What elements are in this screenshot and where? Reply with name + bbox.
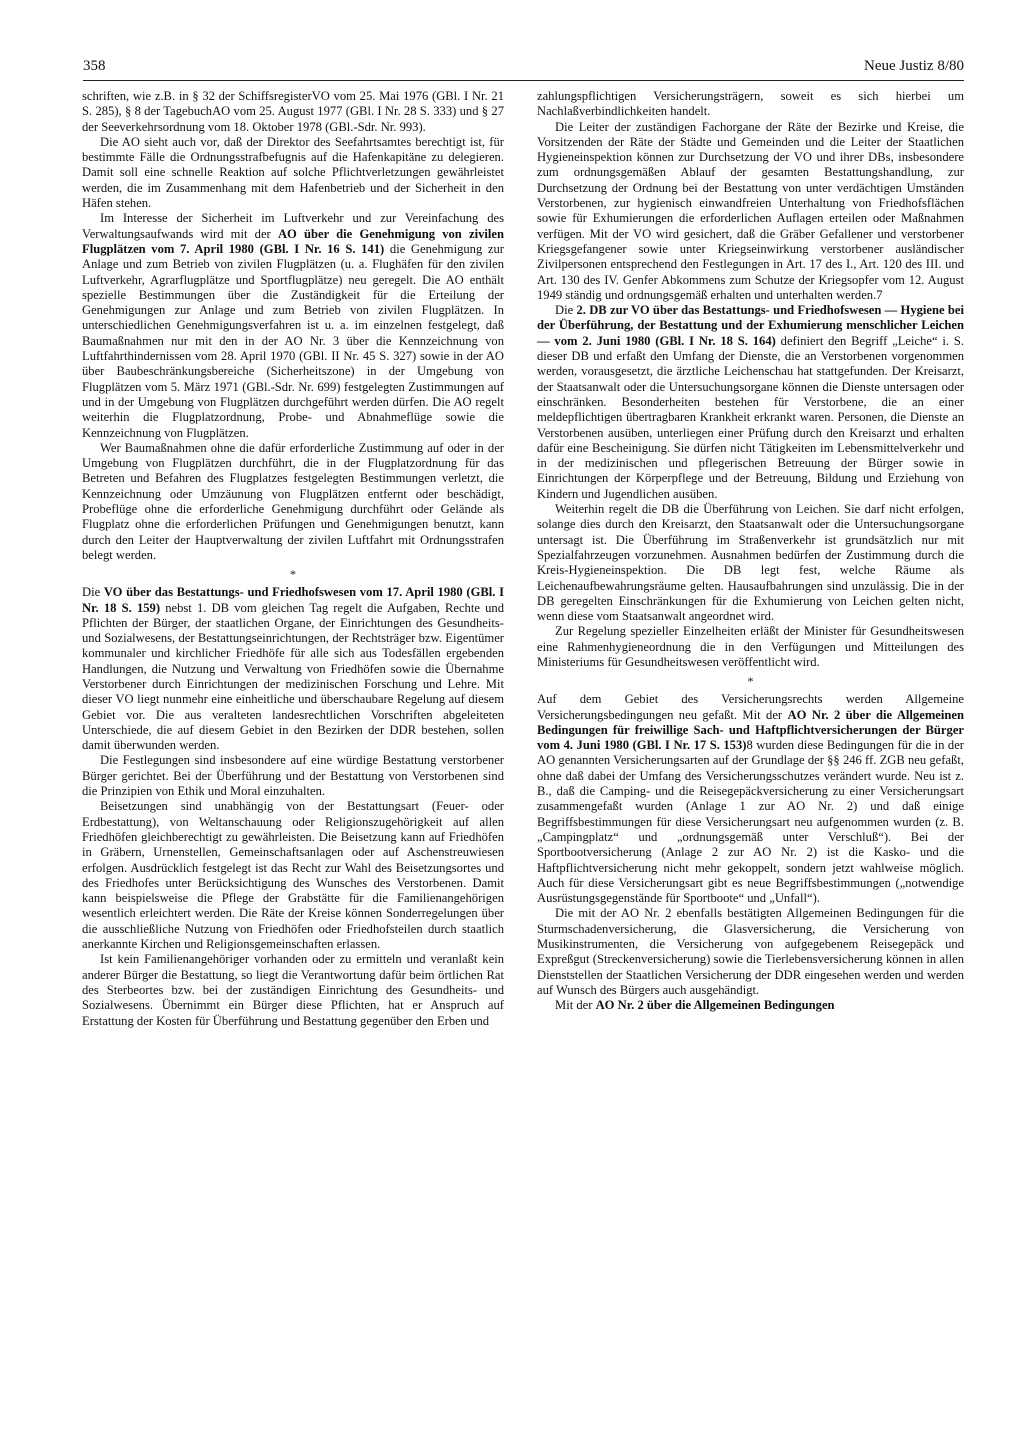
text-run: Die — [555, 303, 577, 318]
page-header — [83, 58, 964, 78]
header-rule — [83, 80, 964, 81]
paragraph: Zur Regelung spezieller Einzelheiten erläßt der Minister für Gesundheitswesen eine Rahmenhygieneordnung die in den Verfügungen und Mitteilungen des Ministeriums für Gesundheitswesen veröffentlicht wird. — [537, 624, 964, 669]
text-run: 8 wurden diese Bedingungen für die in der AO genannten Versicherungsarten auf der Grundlage der §§ 246 ff. ZGB neu gefaßt, ohne daß dabei der Umfang des Versicherungsschutzes verändert wurde. Neu ist z. B., daß die Camping- und die Reisegepäckversicherung zu einer Versicherungsart zusammengefaßt wurden (Anlage 1 zur AO Nr. 2) und daß einige Begriffsbestimmungen für diese Versicherungsart neu aufgenommen wurden (z. B. „Campingplatz“ und „ordnungsgemäß unter Verschluß“). Bei der Sportbootversicherung (Anlage 2 zur AO Nr. 2) ist die Kasko- und die Haftpflichtversicherung nicht mehr gekoppelt, sondern jetzt wahlweise möglich. Auch für diese Versicherungsart gibt es neue Begriffsbestimmungen („notwendige Ausrüstungsgegenstände für Sportboote“ und „Unfall“). — [537, 738, 964, 906]
paragraph: Weiterhin regelt die DB die Überführung von Leichen. Sie darf nicht erfolgen, solange dies durch den Kreisarzt, den Staatsanwalt oder die Untersuchungsorgane untersagt ist. Die Überführung im Straßenverkehr ist grundsätzlich nur mit Spezialfahrzeugen vorzunehmen. Ausnahmen bedürfen der Zustimmung durch die Kreis-Hygieneinspektion. Die DB legt fest, welche Räume als Leichenaufbewahrungsräume gelten. Hausaufbahrungen sind unzulässig. Die in der DB geregelten Einschränkungen für die Exhumierung von Leichen gelten nicht, wenn diese vom Staatsanwalt angeordnet wird. — [537, 502, 964, 624]
page-number: 358 — [83, 58, 106, 74]
paragraph: Wer Baumaßnahmen ohne die dafür erforderliche Zustimmung auf oder in der Umgebung von Flugplätzen durchführt, die in der Flugplatzordnung für das Betreten und Befahren des Flugplatzes festgelegten Bestimmungen verletzt, die Kennzeichnung oder Umzäunung von Flugplätzen entfernt oder beschädigt, Probeflüge ohne die erforderliche Genehmigung durchführt oder Gelände als Flugplatz ohne die erforderlichen Prüfungen und Genehmigungen benutzt, kann durch den Leiter der Hauptverwaltung der zivilen Luftfahrt mit Ordnungsstrafen belegt werden. — [82, 440, 504, 562]
text-run: Mit der — [555, 998, 596, 1013]
bold-citation: 2. DB zur VO über das Bestattungs- und Friedhofswesen — Hygiene bei der Überführung, der Bestattung und der Exhumierung menschlicher Leichen — vom 2. Juni 1980 (GBl. I Nr. 18 S. 164) — [537, 303, 964, 348]
bold-citation: AO Nr. 2 über die Allgemeinen Bedingungen für freiwillige Sach- und Haftpflichtversicherungen der Bürger vom 4. Juni 1980 (GBl. I Nr. 17 S. 153) — [537, 707, 964, 753]
paragraph: Die mit der AO Nr. 2 ebenfalls bestätigten Allgemeinen Bedingungen für die Sturmschadenversicherung, die Glasversicherung, die Versicherung von Musikinstrumenten, die Versicherung von aufgegebenem Reisegepäck und Expreßgut (Streckenversicherung) sowie die Tierlebensversicherung können in allen Dienststellen der Staatlichen Versicherung der DDR eingesehen werden und werden auf Wunsch des Bürgers auch ausgehändigt. — [537, 906, 964, 997]
text-run: Die — [82, 585, 104, 600]
paragraph: Die Leiter der zuständigen Fachorgane der Räte der Bezirke und Kreise, die Vorsitzenden der Räte der Städte und Gemeinden und die Leiter der Staatlichen Hygieneinspektion können zur Durchsetzung der VO und ihrer DBs, insbesondere zum ordnungsgemäßen Ablauf der gesamten Bestattungshandlung, zur Durchsetzung der Ordnung bei der Bestattung von unter verdächtigen Umständen Verstorbenen, zur hygienisch einwandfreien Unterhaltung von Friedhofsflächen sowie für Exhumierungen die erforderlichen Auflagen erteilen oder Maßnahmen verfügen. Mit der VO wird gesichert, daß die Gräber Gefallener und verstorbener Kriegsgefangener sowie unter Kriegseinwirkung verstorbener ausländischer Zivilpersonen entsprechend den Festlegungen in Art. 17 des I., Art. 120 des III. und Art. 130 des IV. Genfer Abkommens zum Schutze der Kriegsopfer vom 12. August 1949 ständig und ordnungsgemäß erhalten und unterhalten werden.7 — [537, 119, 964, 302]
paragraph: schriften, wie z.B. in § 32 der SchiffsregisterVO vom 25. Mai 1976 (GBl. I Nr. 21 S. 285), § 8 der TagebuchAO vom 25. August 1977 (GBl. I Nr. 28 S. 333) und § 27 der Seeverkehrsordnung vom 18. Oktober 1978 (GBl.-Sdr. Nr. 993). — [82, 89, 504, 134]
paragraph: Die Festlegungen sind insbesondere auf eine würdige Bestattung verstorbener Bürger gerichtet. Bei der Überführung und der Bestattung von Verstorbenen sind die Prinzipien von Ethik und Moral einzuhalten. — [82, 753, 504, 799]
paragraph — [82, 585, 504, 753]
journal-title: Neue Justiz 8/80 — [864, 58, 964, 74]
text-run: die Genehmigung zur Anlage und zum Betrieb von zivilen Flugplätzen (u. a. Flughäfen für den zivilen Luftverkehr, Agrarflugplätze und Sportflugplätze) neu geregelt. Die AO enthält spezielle Bestimmungen über die Zuständigkeit für die Erteilung der Genehmigungen zur Anlage und zum Betrieb von zivilen Flugplätzen. In unterschiedlichen Genehmigungsverfahren ist u. a. im einzelnen festgelegt, daß Baumaßnahmen nur mit den in der AO Nr. 3 über die Kennzeichnung von Luftfahrthindernissen vom 28. April 1970 (GBl. II Nr. 45 S. 327) sowie in der AO über Baubeschränkungsbereiche (Sicherheitszone) in der Umgebung von Flugplätzen vom 5. März 1971 (GBl.-Sdr. Nr. 699) festgelegten Zustimmungen auf und in der Umgebung von Flugplätzen durchgeführt werden dürfen. Die AO regelt weiterhin die Flugplatzordnung, Probe- und Abnahmeflüge sowie die Kennzeichnung von Flugplätzen. — [82, 241, 504, 440]
section-separator: * — [747, 674, 754, 689]
text-run: nebst 1. DB vom gleichen Tag regelt die Aufgaben, Rechte und Pflichten der Bürger, der staatlichen Organe, der Einrichtungen des Gesundheits- und Sozialwesens, der Bestattungseinrichtungen, der Rechtsträger bzw. Eigentümer kommunaler und kirchlicher Friedhöfe für alle sich aus Todesfällen ergebenden Handlungen, die Nutzung und Verwaltung von Friedhöfen sowie die Übernahme Verstorbener durch Einrichtungen der medizinischen Forschung und Lehre. Mit dieser VO liegt nunmehr eine einheitliche und überschaubare Regelung auf diesem Gebiet vor. Die aus veralteten landesrechtlichen Vorschriften abgeleiteten Unterschiede, die auf diesem Gebiet in den Bezirken der DDR bestehen, sollen damit überwunden werden. — [82, 600, 504, 753]
text-run: Auf dem Gebiet des Versicherungsrechts werden Allgemeine Versicherungsbedingungen neu gefaßt. Mit der — [537, 692, 964, 722]
paragraph: Ist kein Familienangehöriger vorhanden oder zu ermitteln und veranlaßt kein anderer Bürger die Bestattung, so liegt die Verantwortung dafür beim örtlichen Rat des Sterbeortes bzw. bei der zuständigen Einrichtung des Gesundheits- und Sozialwesens. Übernimmt ein Bürger diese Pflichten, hat er Anspruch auf Erstattung der Kosten für Überführung und Bestattung gegenüber den Erben und — [82, 952, 504, 1028]
paragraph: Beisetzungen sind unabhängig von der Bestattungsart (Feuer- oder Erdbestattung), von Weltanschauung oder Religionszugehörigkeit auf allen Friedhöfen gleichberechtigt zu gewährleisten. Die Beisetzung kann auf Friedhöfen in Gräbern, Urnenstellen, Gemeinschaftsanlagen oder auf Aschenstreuwiesen erfolgen. Ausdrücklich festgelegt ist das Recht zur Wahl des Beisetzungsortes und des Friedhofes unter Berücksichtigung des Wunsches des Verstorbenen. Damit kann beispielsweise die Pflege der Grabstätte für die Familienangehörigen wesentlich erleichtert werden. Die Räte der Kreise können Sonderregelungen über die ausschließliche Nutzung von Friedhöfen oder Friedhofsteilen durch staatlich anerkannte Kirchen und Religionsgemeinschaften erlassen. — [82, 799, 504, 952]
right-column — [537, 89, 964, 1014]
text-run: Im Interesse der Sicherheit im Luftverkehr und zur Vereinfachung des Verwaltungsaufwands wird mit der — [82, 211, 504, 241]
paragraph: zahlungspflichtigen Versicherungsträgern, soweit es sich hierbei um Nachlaßverbindlichkeiten handelt. — [537, 89, 964, 119]
paragraph — [537, 998, 964, 1013]
paragraph — [537, 692, 964, 906]
bold-citation: AO über die Genehmigung von zivilen Flugplätzen vom 7. April 1980 (GBl. I Nr. 16 S. 141) — [82, 226, 504, 256]
paragraph — [537, 303, 964, 502]
bold-citation: VO über das Bestattungs- und Friedhofswesen vom 17. April 1980 (GBl. I Nr. 18 S. 159) — [82, 585, 504, 615]
left-column — [82, 89, 504, 1029]
paragraph — [82, 211, 504, 440]
bold-citation: AO Nr. 2 über die Allgemeinen Bedingungen — [595, 998, 835, 1013]
paragraph: Die AO sieht auch vor, daß der Direktor des Seefahrtsamtes berechtigt ist, für bestimmte Fälle die Ordnungsstrafbefugnis auf die Hafenkapitäne zu delegieren. Damit soll eine schnelle Reaktion auf solche Pflichtverletzungen gewährleistet werden, die im Zusammenhang mit dem Hafenbetrieb und der Sicherheit in den Häfen stehen. — [82, 134, 504, 211]
text-run: definiert den Begriff „Leiche“ i. S. dieser DB und erfaßt den Umfang der Dienste, die an Verstorbenen vorgenommen werden, vorausgesetzt, die ärztliche Leichenschau hat stattgefunden. Der Kreisarzt, der Staatsanwalt oder die Untersuchungsorgane können die Dienste untersagen oder einschränken. Besonderheiten bestehen für Verstorbene, die an einer meldepflichtigen übertragbaren Krankheit erkrankt waren. Personen, die Dienste an Verstorbenen ausüben, unterliegen einer Prüfung durch den Kreisarzt und erhalten dafür eine Bescheinigung. Sie dürfen nicht Tätigkeiten im Lebensmittelverkehr und in der medizinischen und pflegerischen Betreuung der Bürger sowie in Einrichtungen der Körperpflege und der Betreuung, Bildung und Erziehung von Kindern und Jugendlichen ausüben. — [537, 333, 965, 501]
section-separator: * — [290, 567, 296, 582]
